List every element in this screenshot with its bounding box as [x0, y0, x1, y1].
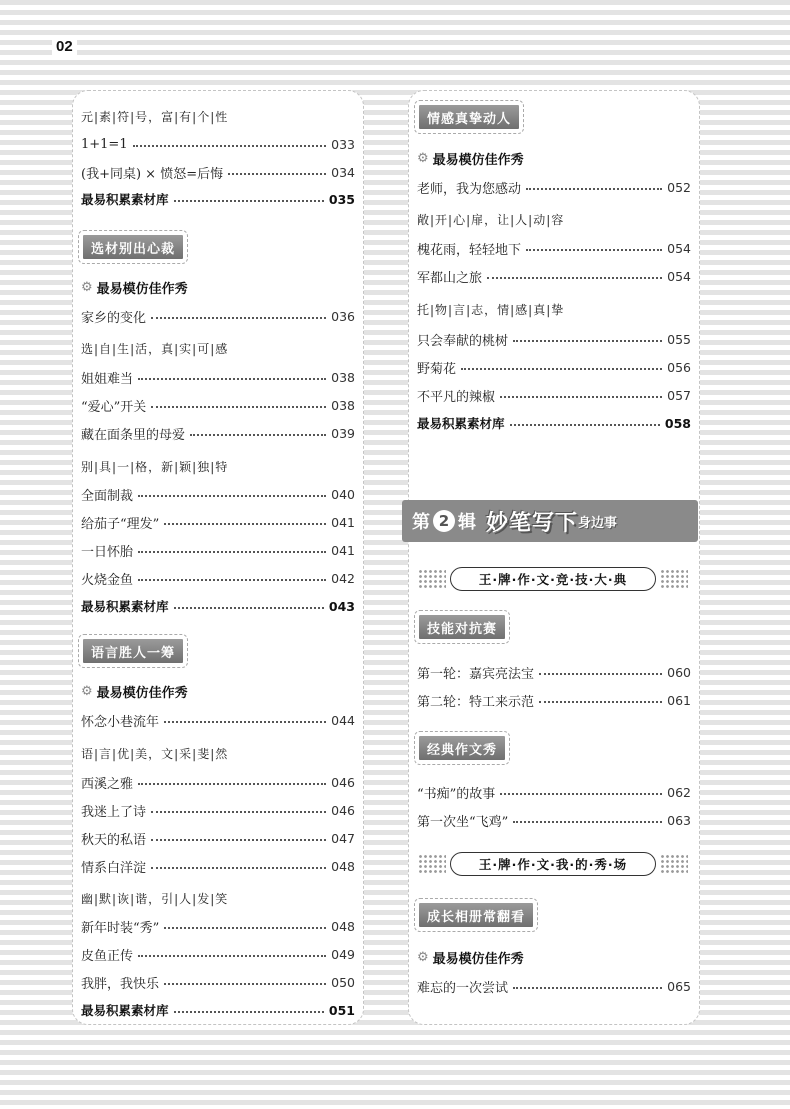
section-star-heading: ⚙ 最易模仿佳作秀 — [417, 150, 524, 168]
toc-entry[interactable]: “书痴”的故事 062 — [417, 784, 691, 802]
toc-entry[interactable]: 皮鱼正传 049 — [81, 946, 355, 964]
pill-heading-showcase: 王·牌·作·文·我·的·秀·场 — [418, 851, 688, 877]
toc-entry[interactable]: 第一轮：嘉宾亮法宝 060 — [417, 664, 691, 682]
toc-subheading: 语|言|优|美，文|采|斐|然 — [81, 746, 229, 761]
toc-subheading: 幽|默|诙|谐，引|人|发|笑 — [81, 891, 229, 906]
section-tag: 技能对抗赛 — [417, 613, 507, 641]
toc-entry[interactable]: 槐花雨，轻轻地下 054 — [417, 240, 691, 258]
toc-entry-materials[interactable]: 最易积累素材库 058 — [417, 415, 691, 431]
toc-right-column — [408, 90, 700, 1025]
toc-subheading: 选|自|生|活，真|实|可|感 — [81, 341, 229, 356]
dot-pattern — [418, 569, 446, 589]
section-star-heading: ⚙ 最易模仿佳作秀 — [81, 279, 188, 297]
toc-entry[interactable]: 怀念小巷流年 044 — [81, 712, 355, 730]
toc-entry[interactable]: 火烧金鱼 042 — [81, 570, 355, 588]
section-tag: 情感真挚动人 — [417, 103, 521, 131]
toc-entry-materials[interactable]: 最易积累素材库 051 — [81, 1002, 355, 1018]
section-star-heading: ⚙ 最易模仿佳作秀 — [417, 949, 524, 967]
gear-icon: ⚙ — [81, 683, 93, 699]
toc-entry[interactable]: 军都山之旅 054 — [417, 268, 691, 286]
dot-pattern — [660, 854, 688, 874]
toc-entry[interactable]: 西溪之雅 046 — [81, 774, 355, 792]
toc-entry[interactable]: 老师，我为您感动 052 — [417, 179, 691, 197]
toc-entry[interactable]: 难忘的一次尝试 065 — [417, 978, 691, 996]
page-number: 02 — [52, 38, 77, 55]
toc-entry[interactable]: 新年时装“秀” 048 — [81, 918, 355, 936]
toc-entry[interactable]: 1+1=1 033 — [81, 136, 355, 152]
section-star-heading: ⚙ 最易模仿佳作秀 — [81, 683, 188, 701]
gear-icon: ⚙ — [81, 279, 93, 295]
chapter-title: 妙笔写下 — [486, 510, 579, 536]
dot-pattern — [418, 854, 446, 874]
toc-entry[interactable]: (我+同桌) × 愤怒=后悔 034 — [81, 164, 355, 182]
toc-entry[interactable]: 藏在面条里的母爱 039 — [81, 425, 355, 443]
chapter-banner: 第 2 辑 妙笔写下 身边事 — [402, 500, 698, 542]
chapter-subtitle: 身边事 — [578, 515, 618, 531]
toc-entry[interactable]: 情系白洋淀 048 — [81, 858, 355, 876]
pill-heading-competition: 王·牌·作·文·竞·技·大·典 — [418, 566, 688, 592]
toc-entry[interactable]: 第一次坐“飞鸡” 063 — [417, 812, 691, 830]
toc-entry[interactable]: 野菊花 056 — [417, 359, 691, 377]
toc-subheading: 别|具|一|格，新|颖|独|特 — [81, 459, 229, 474]
toc-entry[interactable]: 只会奉献的桃树 055 — [417, 331, 691, 349]
section-tag: 语言胜人一筹 — [81, 637, 185, 665]
toc-entry[interactable]: 我胖，我快乐 050 — [81, 974, 355, 992]
toc-entry[interactable]: 秋天的私语 047 — [81, 830, 355, 848]
toc-left-column — [72, 90, 364, 1025]
section-tag: 选材别出心裁 — [81, 233, 185, 261]
toc-entry-materials[interactable]: 最易积累素材库 035 — [81, 191, 355, 207]
toc-entry[interactable]: 全面制裁 040 — [81, 486, 355, 504]
toc-entry-materials[interactable]: 最易积累素材库 043 — [81, 598, 355, 614]
toc-subheading: 敞|开|心|扉，让|人|动|容 — [417, 212, 565, 227]
gear-icon: ⚙ — [417, 150, 429, 166]
toc-entry[interactable]: 不平凡的辣椒 057 — [417, 387, 691, 405]
chapter-number-badge: 2 — [433, 510, 455, 532]
toc-entry[interactable]: “爱心”开关 038 — [81, 397, 355, 415]
section-tag: 经典作文秀 — [417, 734, 507, 762]
dot-pattern — [660, 569, 688, 589]
toc-subheading: 托|物|言|志，情|感|真|挚 — [417, 302, 565, 317]
toc-subheading: 元|素|符|号，富|有|个|性 — [81, 109, 229, 124]
toc-entry[interactable]: 给茄子“理发” 041 — [81, 514, 355, 532]
toc-entry[interactable]: 家乡的变化 036 — [81, 308, 355, 326]
gear-icon: ⚙ — [417, 949, 429, 965]
section-tag: 成长相册常翻看 — [417, 901, 535, 929]
toc-entry[interactable]: 一日怀胎 041 — [81, 542, 355, 560]
toc-entry[interactable]: 第二轮：特工来示范 061 — [417, 692, 691, 710]
toc-entry[interactable]: 姐姐难当 038 — [81, 369, 355, 387]
toc-entry[interactable]: 我迷上了诗 046 — [81, 802, 355, 820]
